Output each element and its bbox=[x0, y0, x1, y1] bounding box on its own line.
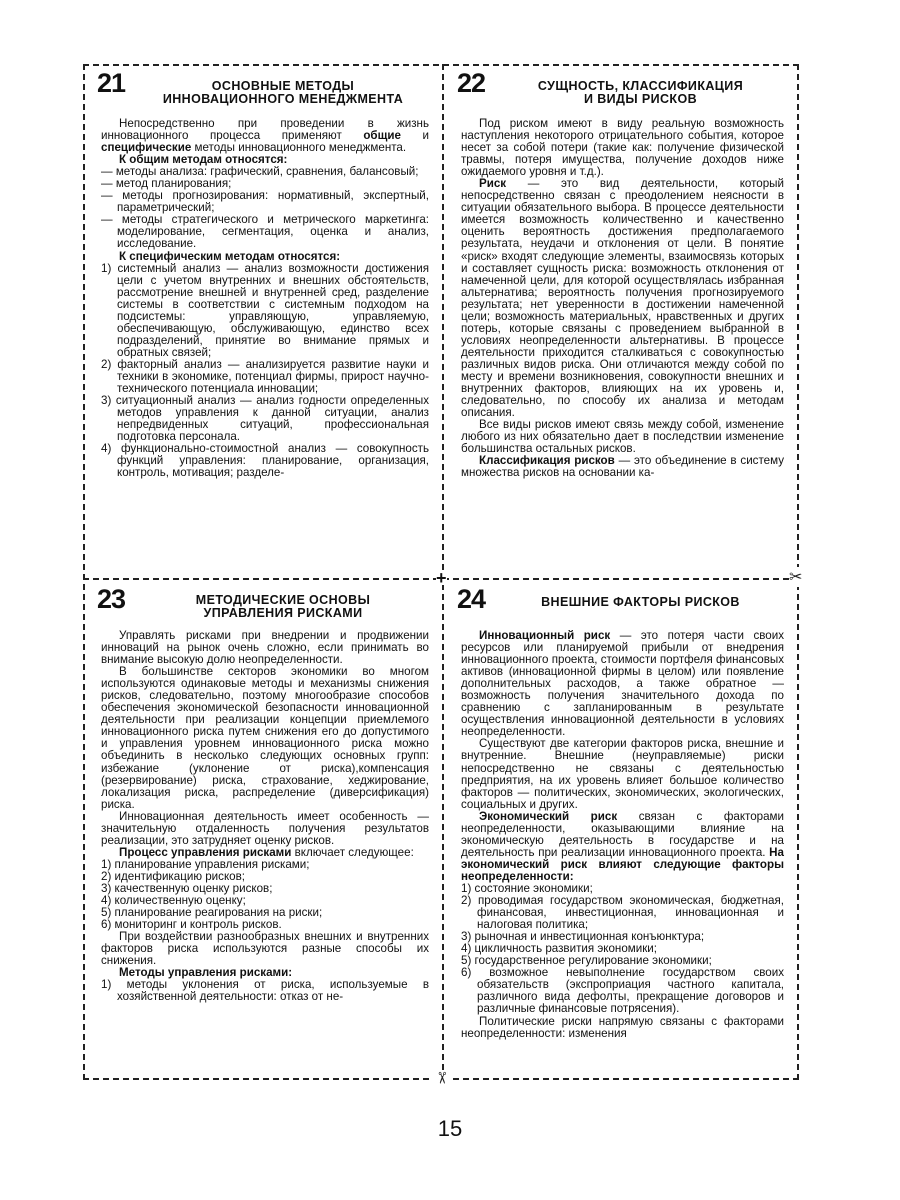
card-number: 24 bbox=[457, 584, 486, 614]
paragraph: Все виды рисков имеют связь между собой, изменение любого из них обязательно дает в последствии изменение большинства остальных рисков. bbox=[461, 418, 784, 456]
paragraph: Инновационная деятельность имеет особенность — значительную отдаленность получения результатов реализации, это затрудняет оценку рисков. bbox=[101, 809, 429, 847]
general-methods-heading: К общим методам относятся: bbox=[119, 153, 288, 167]
paragraph: Существуют две категории факторов риска, внешние и внутренние. Внешние (неуправляемые) риски непосредственно не связаны с деятельностью предприятия, на их уровень влияет большое количество факторов — политических, экономических, экологических, социальных и других. bbox=[461, 737, 784, 811]
card-title-line: ВНЕШНИЕ ФАКТОРЫ РИСКОВ bbox=[541, 595, 740, 609]
list-item: 3) рыночная и инвестиционная конъюнктура; bbox=[461, 930, 705, 944]
scissors-icon: ✂ bbox=[432, 1071, 450, 1085]
list-item: 1) методы уклонения от риска, используемые в хозяйственной деятельности: отказ от не- bbox=[101, 978, 429, 1004]
list-item: 5) государственное регулирование экономики; bbox=[461, 954, 712, 968]
list-item: 2) идентификацию рисков; bbox=[101, 869, 245, 883]
methods-list bbox=[101, 979, 429, 1003]
paragraph: Инновационный риск — это потеря части своих ресурсов или планируемой прибыли от внедрения инновационного проекта, стоимости портфеля финансовых активов (инновационной фирмы в целом) или появление дополнительных расходов, а также обратное — возможность получения значительного дохода по сравнению с запланированным в результате осуществления инновационной деятельности в условиях неопределенности. bbox=[461, 629, 784, 739]
list-item: 1) состояние экономики; bbox=[461, 881, 593, 895]
paragraph: Политические риски напрямую связаны с факторами неопределенности: изменения bbox=[461, 1014, 784, 1040]
card-title-line: СУЩНОСТЬ, КЛАССИФИКАЦИЯ bbox=[537, 79, 744, 93]
paragraph: Классификация рисков — это объединение в систему множества рисков на основании ка- bbox=[461, 454, 784, 480]
paragraph: В большинстве секторов экономики во многом используются одинаковые методы и механизмы снижения рисков, следовательно, поэтому многообразие способов обеспечения экономической безопасности инновационной деятельности при реализации концепции приемлемого инновационного риска путем снижения его до допустимого и управления уровнем инновационного риска можно объединить в несколько следующих основных групп: избежание (уклонение от риска),компенсация (резервирование) риска, страхование, хеджирование, локализация риска, распределение (диверсификация) риска. bbox=[101, 665, 429, 811]
list-item: — методы анализа: графический, сравнения, балансовый; bbox=[101, 165, 419, 179]
card-body bbox=[461, 118, 784, 479]
scissors-icon: ✂ bbox=[789, 569, 803, 586]
intro-paragraph: Непосредственно при проведении в жизнь инновационного процесса применяют общие и специфические методы инновационного менеджмента. bbox=[101, 117, 429, 155]
card-title-line: ОСНОВНЫЕ МЕТОДЫ bbox=[211, 79, 355, 93]
card-title bbox=[493, 596, 788, 609]
list-item: 1) системный анализ — анализ возможности достижения цели с учетом внутренних и внешних обстоятельств, рассмотрение внешней и внутренней сред, разделение системы в соответствии с системным подходом на подсистемы: управляющую, управляемую, обеспечивающую, обслуживающую, единство всех подразделений, принятие во внимание прямых и обратных связей; bbox=[101, 261, 429, 359]
card-22 bbox=[445, 66, 796, 576]
cards-frame bbox=[83, 64, 803, 1085]
page-number: 15 bbox=[437, 1116, 463, 1141]
paragraph: При воздействии разнообразных внешних и внутренних факторов риска используются разные способы их снижения. bbox=[101, 930, 429, 968]
list-item: 3) качественную оценку рисков; bbox=[101, 881, 273, 895]
paragraph: Экономический риск связан с факторами неопределенности, оказывающими влияние на экономическую деятельность в государстве и на деятельность при реализации инновационного проекта. На экономический риск влияют следующие факторы неопределенности: bbox=[461, 809, 785, 883]
card-title bbox=[133, 80, 433, 106]
card-body bbox=[461, 630, 784, 1040]
card-body bbox=[101, 630, 429, 1003]
card-24 bbox=[445, 582, 796, 1076]
list-item: 5) планирование реагирования на риски; bbox=[101, 906, 323, 920]
paragraph: Процесс управления рисками включает следующее: bbox=[119, 845, 414, 859]
card-number: 23 bbox=[97, 584, 126, 614]
list-item: 3) ситуационный анализ — анализ годности определенных методов управления к данной ситуации, анализ непредвиденных ситуаций, профессиональная подготовка персонала. bbox=[101, 394, 429, 444]
specific-methods-list bbox=[101, 263, 429, 480]
card-title bbox=[133, 594, 433, 620]
card-title bbox=[493, 80, 788, 106]
list-item: — метод планирования; bbox=[101, 177, 232, 191]
list-item: 2) проводимая государством экономическая, бюджетная, финансовая, инвестиционная, инновационная и налоговая политика; bbox=[461, 894, 784, 932]
process-list bbox=[101, 859, 429, 931]
list-item: 1) планирование управления рисками; bbox=[101, 857, 310, 871]
methods-heading: Методы управления рисками: bbox=[119, 966, 293, 980]
card-title-line: МЕТОДИЧЕСКИЕ ОСНОВЫ bbox=[195, 593, 371, 607]
card-23 bbox=[85, 582, 441, 1076]
general-methods-list bbox=[101, 166, 429, 250]
card-number: 21 bbox=[97, 68, 126, 98]
card-title-line: УПРАВЛЕНИЯ РИСКАМИ bbox=[203, 606, 363, 620]
paragraph: Риск — это вид деятельности, который непосредственно связан с преодолением неясности в ситуации обязательного выбора. В процессе деятельности имеется возможность количественно и качественно оценить вероятность достижения предполагаемого результата, неудачи и отклонения от цели. В понятие «риск» входят следующие элементы, взаимосвязь которых и составляет сущность риска: возможность отклонения от намеченной цели, для которой осуществлялась избранная альтернатива; вероятность получения прогнозируемого результата; нет уверенности в достижении намеченной цели; возможность материальных, нравственных и других потерь, которые связаны с проведением выбранной в условиях неопределенности альтернативы. В процессе деятельности приходится сталкиваться с совокупностью различных видов риска. Они отличаются между собой по месту и времени возникновения, совокупности внешних и внутренних факторов, влияющих на их уровень и, следовательно, по способу их анализа и методам описания. bbox=[461, 177, 784, 420]
factors-list bbox=[461, 883, 784, 1016]
list-item: — методы прогнозирования: нормативный, экспертный, параметрический; bbox=[101, 189, 429, 215]
list-item: 4) количественную оценку; bbox=[101, 894, 246, 908]
card-21 bbox=[85, 66, 441, 576]
list-item: 6) возможное невыполнение государством своих обязательств (экспроприация частного капитала, различного вида дефолты, прекращение договоров и различные финансовые потрясения). bbox=[461, 966, 784, 1016]
paragraph: Под риском имеют в виду реальную возможность наступления некоторого отрицательного события, которое несет за собой потери (такие как: получение физической травмы, потеря имущества, получение доходов ниже ожидаемого уровня и т.д.). bbox=[461, 117, 784, 179]
specific-methods-heading: К специфическим методам относятся: bbox=[119, 249, 341, 263]
center-cross-icon: + bbox=[436, 568, 447, 588]
card-title-line: ИННОВАЦИОННОГО МЕНЕДЖМЕНТА bbox=[162, 92, 404, 106]
card-body bbox=[101, 118, 429, 479]
list-item: 2) факторный анализ — анализируется развитие науки и техники в экономике, потенциал фирмы, прирост научно-технического потенциала инновации; bbox=[101, 357, 429, 396]
list-item: 6) мониторинг и контроль рисков. bbox=[101, 918, 282, 932]
card-title-line: И ВИДЫ РИСКОВ bbox=[583, 92, 697, 106]
list-item: 4) функционально-стоимостной анализ — совокупность функций управления: планирование, организация, контроль, мотивация; разделе- bbox=[101, 442, 429, 480]
list-item: — методы стратегического и метрического маркетинга: моделирование, сегментация, оценка и анализ, исследование. bbox=[101, 213, 429, 251]
card-number: 22 bbox=[457, 68, 486, 98]
list-item: 4) цикличность развития экономики; bbox=[461, 942, 657, 956]
paragraph: Управлять рисками при внедрении и продвижении инноваций на рынок очень сложно, если принимать во внимание высокую долю неопределенности. bbox=[101, 629, 429, 667]
